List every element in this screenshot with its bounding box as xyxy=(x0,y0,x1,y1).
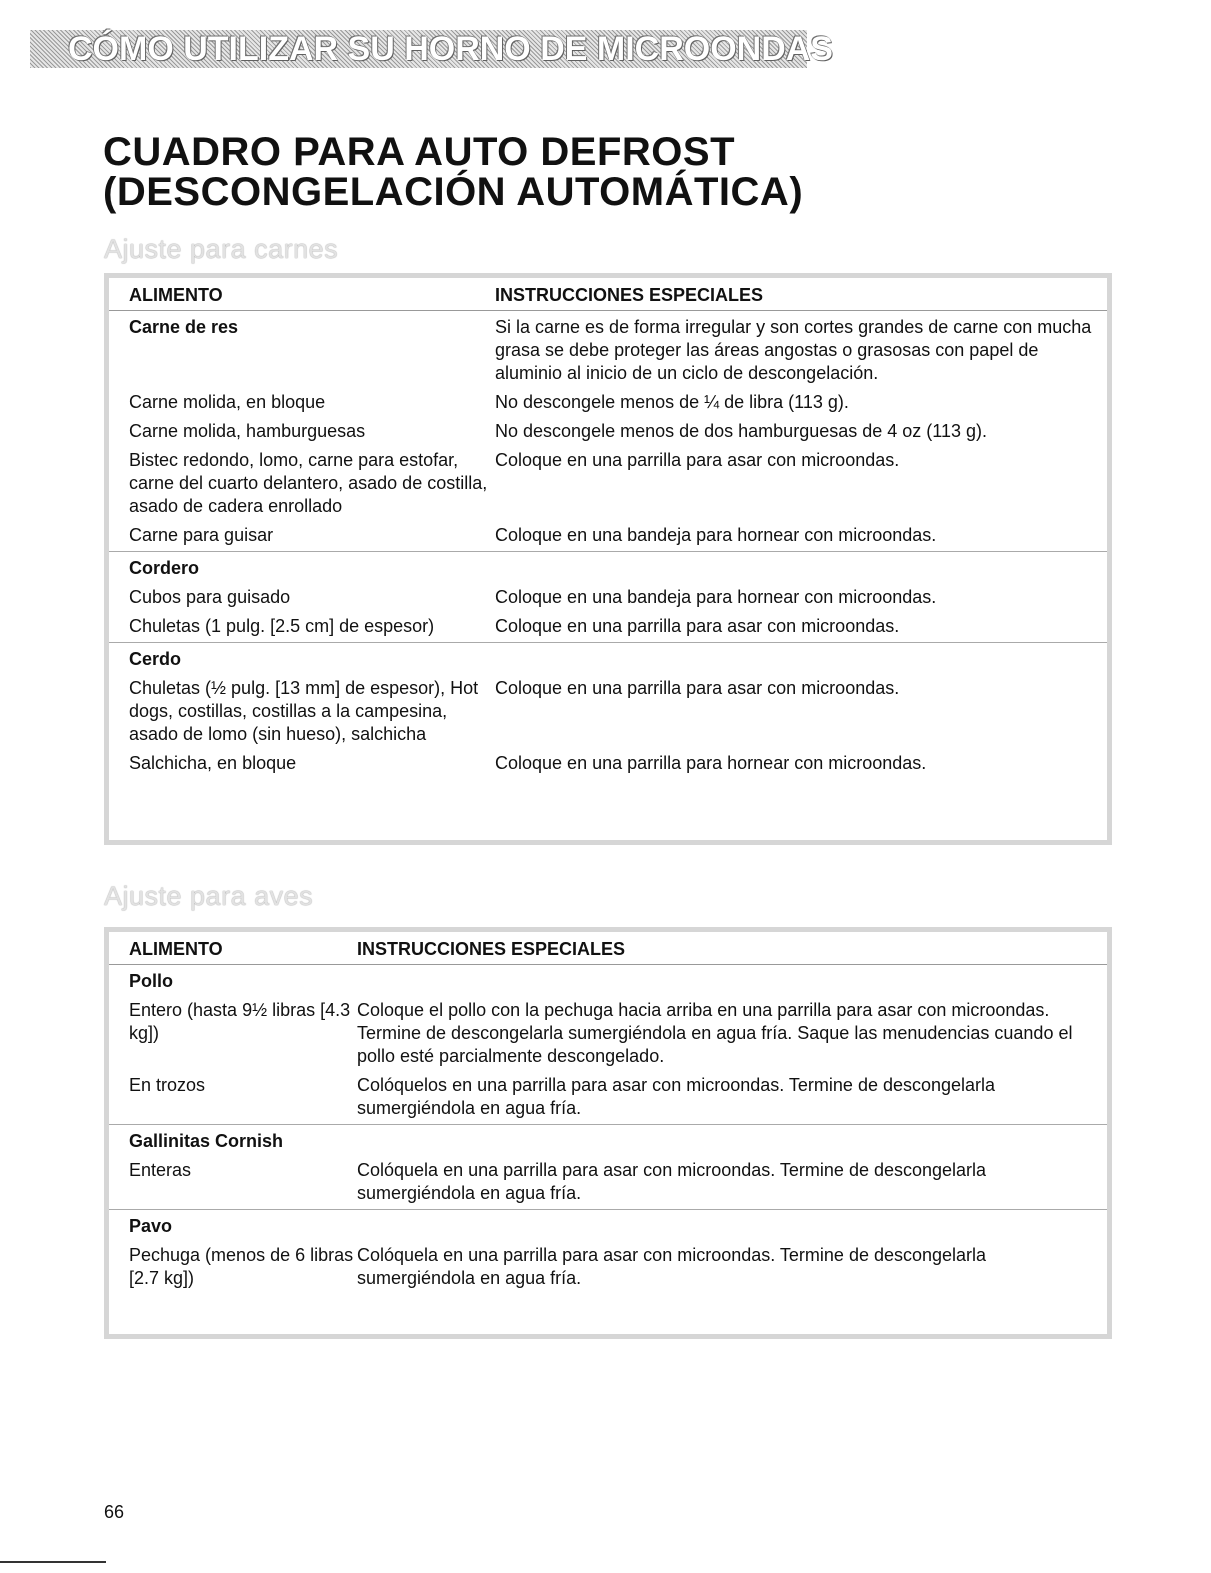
table-row xyxy=(109,1159,1107,1205)
food-cell: Chuletas (½ pulg. [13 mm] de espesor), Hot dogs, costillas, costillas a la campesina, asado de lomo (sin hueso), salchicha xyxy=(129,678,479,744)
footer-rule xyxy=(0,1561,106,1563)
table-group xyxy=(109,1210,1107,1294)
table-header xyxy=(109,278,1107,311)
table-header xyxy=(109,932,1107,965)
group-row xyxy=(109,970,1107,993)
group-name: Pollo xyxy=(129,971,173,991)
table-row xyxy=(109,1244,1107,1290)
meat-heading: Ajuste para carnes xyxy=(104,234,339,264)
group-instructions xyxy=(357,1215,1107,1238)
instruction-cell: Coloque en una bandeja para hornear con microondas. xyxy=(495,525,937,545)
table-row xyxy=(109,615,1107,638)
instruction-cell: Colóquela en una parrilla para asar con microondas. Termine de descongelarla sumergiéndola en agua fría. xyxy=(357,1160,987,1203)
instruction-cell: Colóquelos en una parrilla para asar con microondas. Termine de descongelarla sumergiéndola en agua fría. xyxy=(357,1075,996,1118)
group-instructions xyxy=(357,1130,1107,1153)
group-instructions xyxy=(495,557,1107,580)
poultry-heading: Ajuste para aves xyxy=(104,881,314,911)
col-header-instructions: INSTRUCCIONES ESPECIALES xyxy=(357,939,626,959)
group-row xyxy=(109,648,1107,671)
food-cell: Carne molida, en bloque xyxy=(129,392,326,412)
instruction-cell: Coloque en una bandeja para hornear con microondas. xyxy=(495,587,937,607)
instruction-cell: Coloque en una parrilla para asar con microondas. xyxy=(495,450,900,470)
group-instructions xyxy=(495,648,1107,671)
instruction-cell: Coloque en una parrilla para asar con microondas. xyxy=(495,678,900,698)
instruction-cell: Coloque en una parrilla para asar con microondas. xyxy=(495,616,900,636)
food-cell: Carne para guisar xyxy=(129,525,274,545)
table-group xyxy=(109,311,1107,552)
table-row xyxy=(109,586,1107,609)
group-row xyxy=(109,1215,1107,1238)
food-cell: Salchicha, en bloque xyxy=(129,753,297,773)
table-row xyxy=(109,999,1107,1068)
table-row xyxy=(109,1074,1107,1120)
table-group xyxy=(109,965,1107,1125)
table-group xyxy=(109,552,1107,643)
food-cell: En trozos xyxy=(129,1075,206,1095)
table-row xyxy=(109,391,1107,414)
food-cell: Entero (hasta 9½ libras [4.3 kg]) xyxy=(129,1000,351,1043)
group-name: Pavo xyxy=(129,1216,173,1236)
poultry-table xyxy=(104,927,1112,1339)
page-title: CUADRO PARA AUTO DEFROST (DESCONGELACIÓN AUTOMÁTICA) xyxy=(103,130,804,214)
instruction-cell: Coloque el pollo con la pechuga hacia arriba en una parrilla para asar con microondas. Termine de descongelarla sumergiéndola en agua fría. Saque las menudencias cuando el pollo esté parcialmente descongelado. xyxy=(357,1000,1073,1066)
food-cell: Bistec redondo, lomo, carne para estofar, carne del cuarto delantero, asado de costilla, asado de cadera enrollado xyxy=(129,450,488,516)
table-group xyxy=(109,643,1107,779)
group-instructions: Si la carne es de forma irregular y son cortes grandes de carne con mucha grasa se debe proteger las áreas angostas o grasosas con papel de aluminio al inicio de un ciclo de descongelación. xyxy=(495,317,1092,383)
table-row xyxy=(109,420,1107,443)
instruction-cell: Colóquela en una parrilla para asar con microondas. Termine de descongelarla sumergiéndola en agua fría. xyxy=(357,1245,987,1288)
group-row xyxy=(109,557,1107,580)
section-banner xyxy=(30,29,833,68)
table-row xyxy=(109,677,1107,746)
col-header-food: ALIMENTO xyxy=(129,285,223,305)
col-header-instructions: INSTRUCCIONES ESPECIALES xyxy=(495,285,764,305)
group-row xyxy=(109,1130,1107,1153)
food-cell: Enteras xyxy=(129,1160,192,1180)
group-row xyxy=(109,316,1107,385)
page-number: 66 xyxy=(104,1502,125,1522)
group-name: Carne de res xyxy=(129,317,239,337)
banner-text: CÓMO UTILIZAR SU HORNO DE MICROONDAS xyxy=(68,29,833,68)
instruction-cell: Coloque en una parrilla para hornear con microondas. xyxy=(495,753,927,773)
food-cell: Carne molida, hamburguesas xyxy=(129,421,366,441)
table-row xyxy=(109,524,1107,547)
food-cell: Cubos para guisado xyxy=(129,587,291,607)
food-cell: Pechuga (menos de 6 libras [2.7 kg]) xyxy=(129,1245,354,1288)
table-row xyxy=(109,449,1107,518)
meat-table xyxy=(104,273,1112,845)
table-group xyxy=(109,1125,1107,1210)
table-row xyxy=(109,752,1107,775)
food-cell: Chuletas (1 pulg. [2.5 cm] de espesor) xyxy=(129,616,435,636)
group-name: Cerdo xyxy=(129,649,182,669)
instruction-cell: No descongele menos de dos hamburguesas de 4 oz (113 g). xyxy=(495,421,987,441)
col-header-food: ALIMENTO xyxy=(129,939,223,959)
group-name: Cordero xyxy=(129,558,200,578)
group-name: Gallinitas Cornish xyxy=(129,1131,284,1151)
group-instructions xyxy=(357,970,1107,993)
instruction-cell: No descongele menos de ¼ de libra (113 g). xyxy=(495,392,849,412)
